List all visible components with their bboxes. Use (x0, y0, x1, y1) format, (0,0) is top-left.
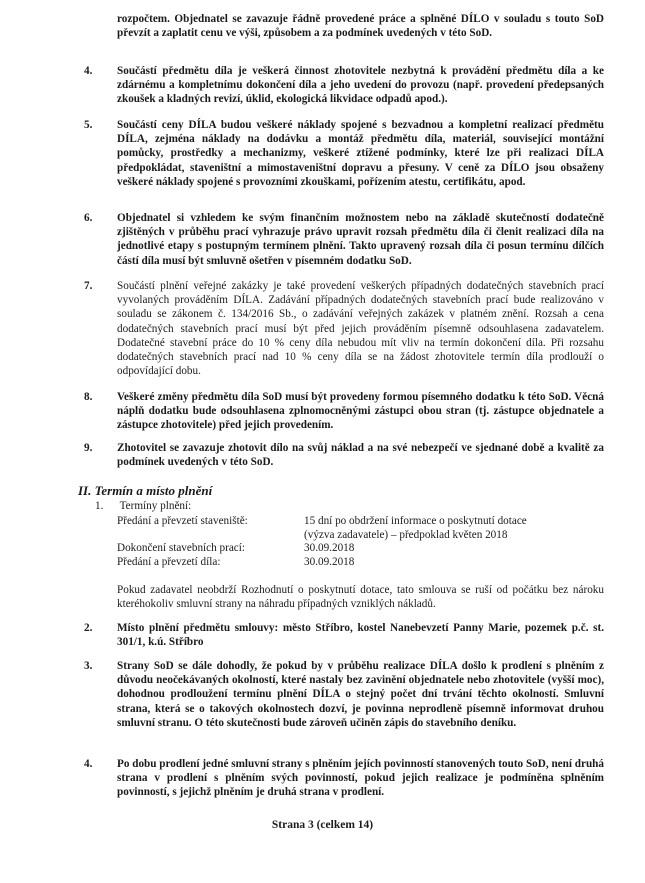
term-label: Předání a převzetí díla: (117, 555, 221, 568)
clause-number: 8. (84, 391, 93, 403)
terms-table (117, 515, 527, 569)
clause-number: 4. (84, 65, 93, 77)
clause-9 (84, 441, 604, 469)
clause-II-3 (84, 659, 604, 730)
clause-II-4 (84, 757, 604, 800)
clause-text: Veškeré změny předmětu díla SoD musí být provedeny formou písemného dodatku k této SoD. Věcná náplň dodatku bude odsouhlasena zplnomocněnými zástupci obou stran (tj. zástupce objednatele a zástupce zhotovitele) před jejich provedením. (117, 391, 604, 432)
section-heading: II. Termín a místo plnění (78, 483, 213, 498)
clause-II-2 (84, 621, 604, 649)
clause-4 (84, 64, 604, 107)
term-row (117, 556, 527, 570)
terms-heading-label: Termíny plnění: (119, 500, 192, 512)
clause-7 (84, 279, 604, 378)
clause-number: 6. (84, 212, 93, 224)
page-footer: Strana 3 (celkem 14) (271, 819, 374, 831)
term-value: 30.09.2018 (304, 555, 355, 568)
term-row (117, 515, 527, 542)
clause-number: 1. (95, 500, 104, 512)
clause-number: 2. (84, 622, 93, 634)
term-value: 30.09.2018 (304, 542, 355, 555)
term-value-line: 15 dní po obdržení informace o poskytnutí dotace (304, 515, 527, 527)
clause-text: Objednatel si vzhledem ke svým finančním možnostem nebo na základě skutečností dodatečně zjištěných v průběhu prací vyhrazuje právo upravit rozsah předmětu díla či členit realizaci díla na jednotlivé etapy s postupným termínem plnění. Takto upravený rozsah díla či posun termínu dílčích částí díla musí být smluvně ošetřen v písemném dodatku SoD. (117, 212, 604, 267)
term-label: Dokončení stavebních prací: (117, 542, 245, 555)
clause-text: Součástí plnění veřejné zakázky je také provedení veškerých případných dodatečných stavebních prací vyvolaných prováděním DÍLA. Zadávání případných dodatečných stavebních prací bude realizováno v souladu se zákonem č. 134/2016 Sb., o zadávání veřejných zakázek v platném znění. Rozsah a cena dodatečných stavebních prací musí být před jejich prováděním písemně odsouhlasena zadavatelem. Dodatečné stavební práce do 10 % ceny díla nebudou mít vliv na termín dokončení díla. Při rozsahu dodatečných stavebních prací nad 10 % ceny díla se na žádost zhotovitele termín díla prodlouží o odpovídající dobu. (117, 280, 604, 378)
clause-text: Místo plnění předmětu smlouvy: město Stříbro, kostel Nanebevzetí Panny Marie, pozemek p.č. st. 301/1, k.ú. Stříbro (117, 622, 604, 649)
terms-heading (95, 499, 191, 513)
intro-paragraph: rozpočtem. Objednatel se zavazuje řádně provedené práce a splněné DÍLO v souladu s touto SoD převzít a zaplatit cenu ve výši, způsobem a za podmínek uvedených v této SoD. (117, 13, 604, 40)
clause-number: 4. (84, 758, 93, 770)
term-value (304, 515, 527, 542)
clause-number: 7. (84, 280, 93, 292)
clause-number: 3. (84, 660, 93, 672)
clause-text: Po dobu prodlení jedné smluvní strany s plněním jejích povinností stanovených touto SoD, není druhá strana v prodlení s plněním svých povinností, pokud jejich realizace je podmíněna splněním povinností, s jejichž plněním je druhá strana v prodlení. (117, 758, 604, 799)
term-row (117, 542, 527, 556)
clause-8 (84, 390, 604, 433)
clause-text: Zhotovitel se zavazuje zhotovit dílo na svůj náklad a na své nebezpečí ve sjednané době a kvalitě za podmínek uvedených v této SoD. (117, 442, 604, 469)
term-label: Předání a převzetí staveniště: (117, 515, 248, 527)
term-value-line: (výzva zadavatele) – předpoklad květen 2018 (304, 528, 508, 541)
clause-5 (84, 118, 604, 189)
subsidy-note: Pokud zadavatel neobdrží Rozhodnutí o poskytnutí dotace, tato smlouva se ruší od počátku bez nároku kteréhokoliv smluvní strany na náhradu případných vzniklých nákladů. (117, 584, 604, 611)
clause-number: 5. (84, 119, 93, 131)
clause-text: Součástí ceny DÍLA budou veškeré náklady spojené s bezvadnou a kompletní realizací předmětu DÍLA, zejména náklady na dodávku a montáž předmětu díla, materiál, související montážní pomůcky, prostředky a mechanizmy, veškeré ztížené podmínky, které lze při realizaci DÍLA předpokládat, staveništní a mimostaveništní dopravu a přesuny. V ceně za DÍLO jsou obsaženy veškeré náklady spojené s provozními zkouškami, pořízením atestu, certifikátu, apod. (117, 119, 604, 188)
clause-text: Součástí předmětu díla je veškerá činnost zhotovitele nezbytná k provádění předmětu díla a ke zdárnému a kompletnímu dokončení díla a jeho uvedení do provozu (např. provedení předepsaných zkoušek a kladných revizí, úklid, ekologická likvidace odpadů apod.). (117, 65, 604, 106)
clause-text: Strany SoD se dále dohodly, že pokud by v průběhu realizace DÍLA došlo k prodlení s plněním z důvodu neočekávaných okolností, které nastaly bez zavinění objednatele nebo zhotovitele (vyšší moc), dohodnou prodloužení termínu plnění DÍLA o stejný počet dní trvání těchto okolností. Smluvní strana, která se o takových okolnostech dozví, je povinna neprodleně písemně informovat druhou smluvní stranu. O této skutečnosti bude zároveň učiněn zápis do stavebního deníku. (117, 660, 604, 729)
clause-6 (84, 211, 604, 268)
clause-number: 9. (84, 442, 93, 454)
